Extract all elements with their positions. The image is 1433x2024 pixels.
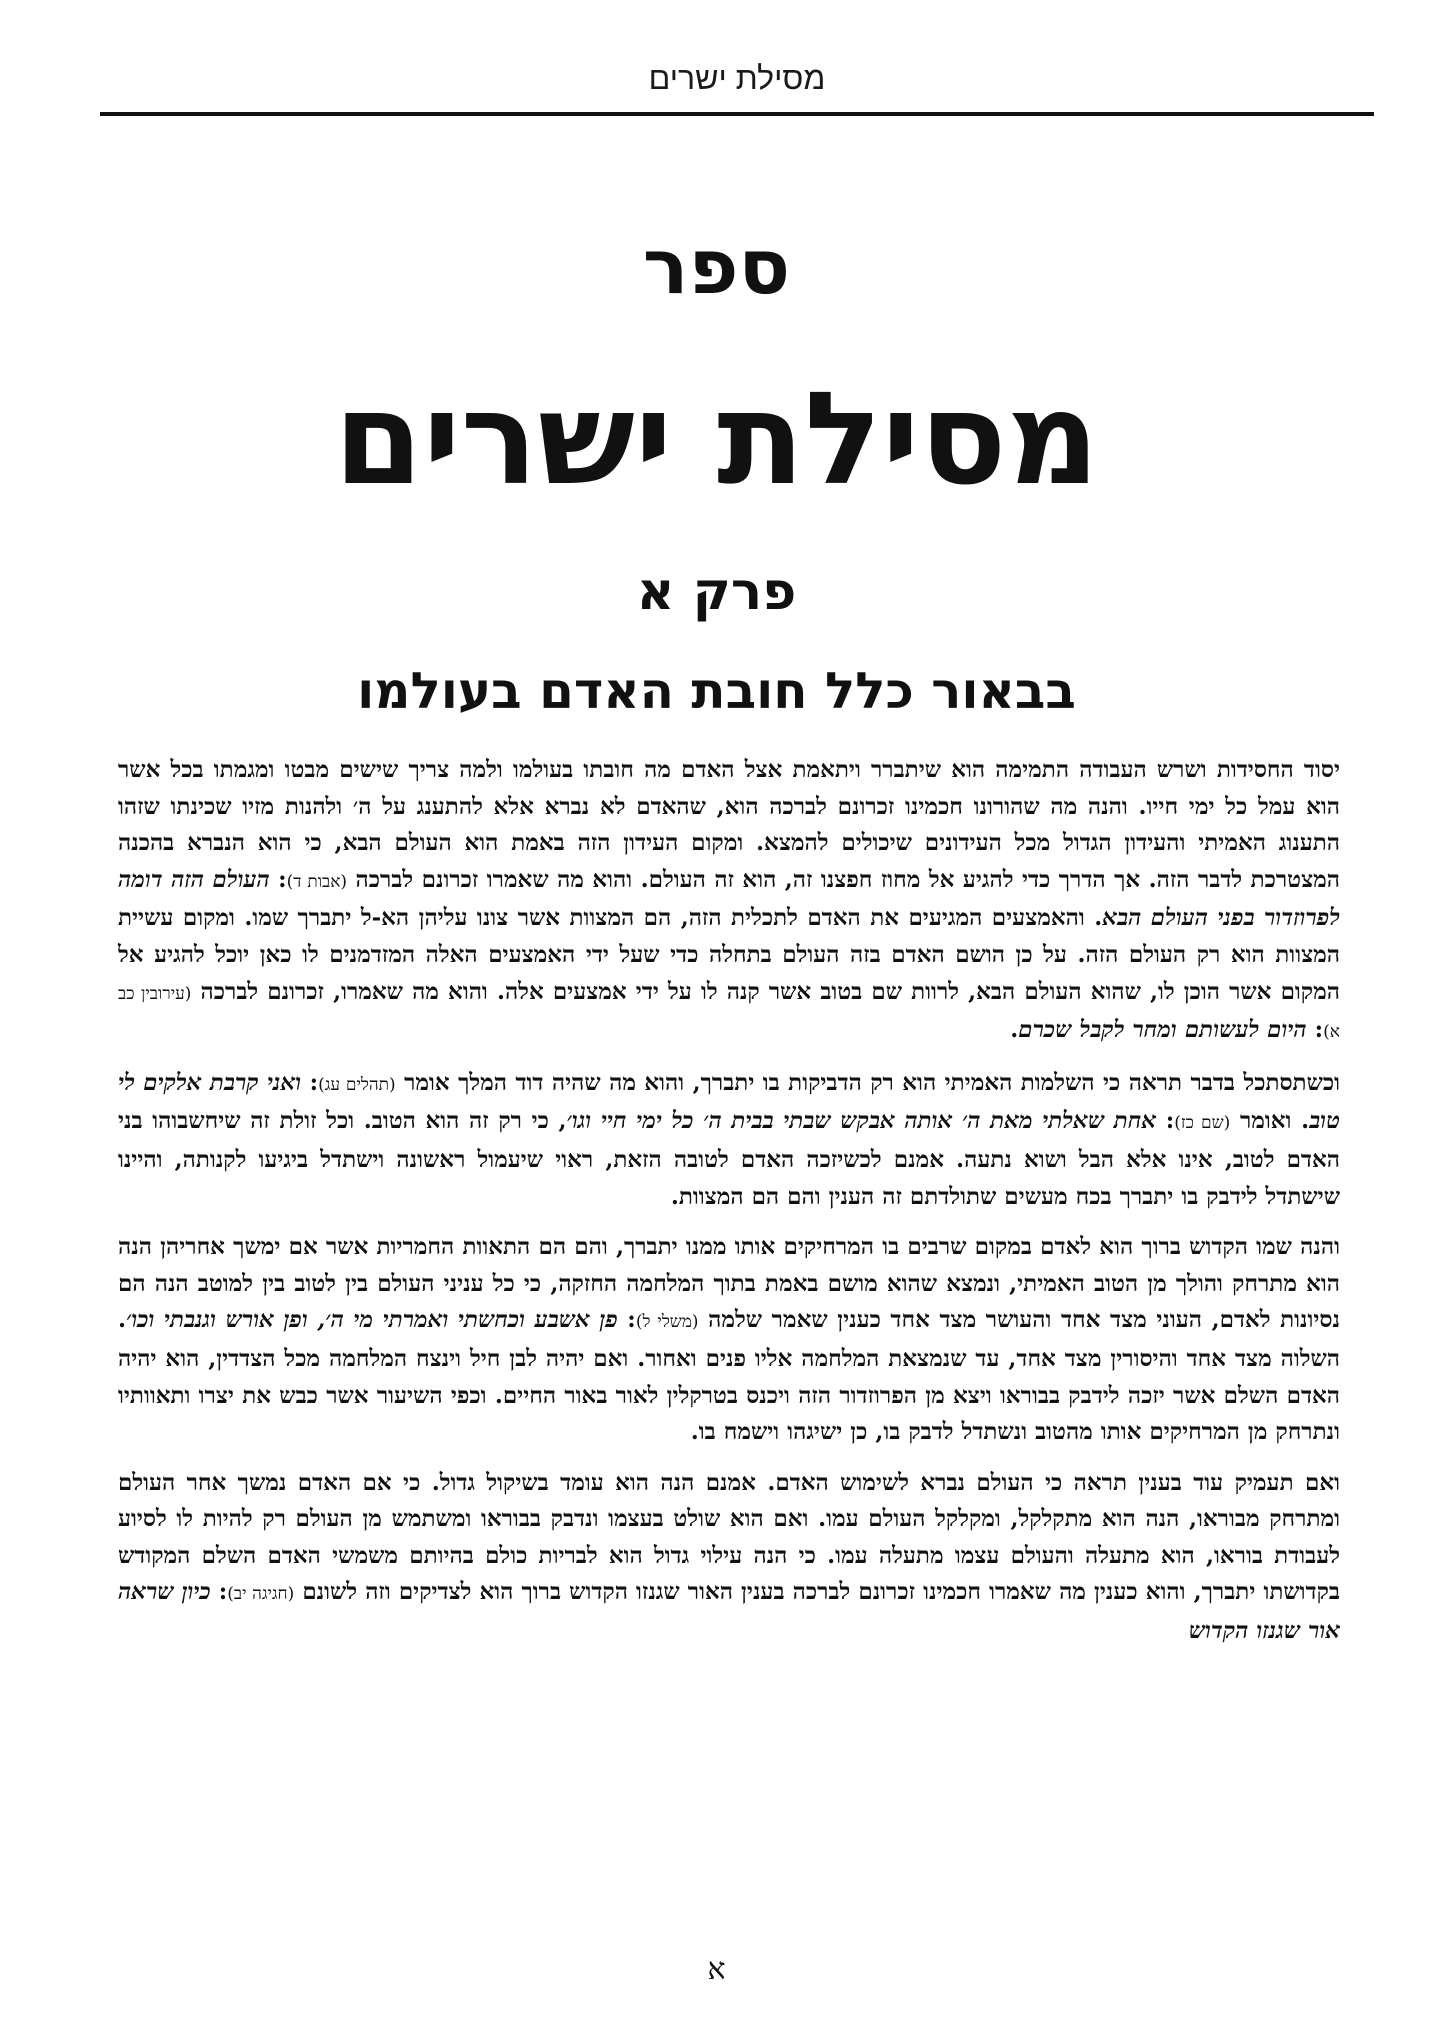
paragraph: [118, 1065, 1340, 1215]
running-header: מסילת ישרים: [648, 60, 826, 96]
source-citation: (עירובין כב א): [118, 983, 1340, 1043]
text-run: יסוד החסידות ושרש העבודה התמימה הוא שיתברר ויתאמת אצל האדם מה חובתו בעולמו ולמה צריך שישים מבטו ומגמתו בכל אשר הוא עמל כל ימי חייו. והנה מה שהורונו חכמינו זכרונם לברכה הוא, שהאדם לא נברא אלא להתענג על ה׳ ולהנות מזיו שכינתו שזהו התענוג האמיתי והעידון הגדול מכל העידונים שיכולים להמצא. ומקום העידון הזה באמת הוא העולם הבא, כי הוא הנברא בהכנה המצטרכת לדבר הזה. אך הדרך כדי להגיע אל מחוז חפצנו זה, הוא זה העולם. והוא מה שאמרו זכרונם לברכה: [118, 756, 1340, 893]
book-title: מסילת ישרים: [333, 365, 1100, 514]
source-citation: (משלי ל): [635, 1312, 699, 1333]
text-run: . והאמצעים המגיעים את האדם לתכלית הזה, הם המצוות אשר צונו עליהן הא-ל יתברך שמו. ומקום עשיית המצוות הוא רק העולם הזה. על כן הושם האדם בזה העולם בתחלה כדי שעל ידי האמצעים האלה המזדמנים לו כאן יוכל להגיע אל המקום אשר הוכן לו, שהוא העולם הבא, לרוות שם בטוב אשר קנה לו על ידי אמצעים אלה. והוא מה שאמרו, זכרונם לברכה: [118, 904, 1340, 1005]
source-citation: (אבות ד): [286, 871, 348, 892]
text-run: :: [1306, 1016, 1324, 1044]
paragraph: [118, 752, 1340, 1051]
text-run: וכשתסתכל בדבר תראה כי השלמות האמיתי הוא רק הדביקות בו יתברך, והוא מה שהיה דוד המלך אומר: [395, 1068, 1340, 1096]
page-number: א: [707, 1952, 726, 1987]
text-run: :: [210, 1578, 228, 1606]
text-run: . ואומר: [1230, 1107, 1310, 1135]
text-run: , כי רק זה הוא הטוב. וכל זולת זה שיחשבוהו בני האדם לטוב, אינו אלא הבל ושוא נתעה. אמנם לכשיזכה האדם לטובה הזאת, ראוי שיעמול ראשונה וישתדל ביגיעו לקנותה, והיינו שישתדל לידבק בו יתברך בכח מעשים שתולדתם זה הענין והם הם המצוות.: [118, 1107, 1340, 1210]
source-citation: (שם כז): [1174, 1113, 1231, 1134]
chapter-title: בבאור כלל חובת האדם בעולמו: [357, 662, 1076, 720]
body-text: [118, 752, 1340, 1664]
text-run: :: [617, 1306, 636, 1334]
quotation: כיון שראה אור שגנזו הקדוש: [118, 1578, 1340, 1645]
quotation: ואני קרבת אלקים לי טוב: [118, 1068, 1340, 1135]
header-divider: [100, 112, 1374, 116]
text-run: ואם תעמיק עוד בענין תראה כי העולם נברא לשימוש האדם. אמנם הנה הוא עומד בשיקול גדול. כי אם האדם נמשך אחר העולם ומתרחק מבוראו, הנה הוא מתקלקל, ומקלקל העולם עמו. ואם הוא שולט בעצמו ונדבק בבוראו ומשתמש מן העולם רק להיות לו לסיוע לעבודת בוראו, הוא מתעלה והעולם עצמו מתעלה עמו. כי הנה עילוי גדול הוא לבריות כולם בהיותם משמשי האדם השלם המקודש בקדושתו יתברך, והוא כענין מה שאמרו חכמינו זכרונם לברכה בענין האור שגנזו הקדוש ברוך הוא לצדיקים וזה לשונם: [118, 1468, 1341, 1606]
quotation: פן אשבע וכחשתי ואמרתי מי ה׳, ופן אורש וגנבתי וכו׳: [126, 1306, 618, 1334]
text-run: :: [269, 865, 287, 893]
source-citation: (חגיגה יב): [227, 1584, 295, 1605]
book-label: ספר: [642, 222, 791, 311]
quotation: אחת שאלתי מאת ה׳ אותה אבקש שבתי בבית ה׳ כל ימי חיי וגו׳: [566, 1107, 1157, 1135]
text-run: . השלוה מצד אחד והיסורין מצד אחד, עד שנמצאת המלחמה אליו פנים ואחור. ואם יהיה לבן חיל וינצח המלחמה מכל הצדדין, הוא יהיה האדם השלם אשר יזכה לידבק בבוראו ויצא מן הפרוזדור הזה ויכנס בטרקלין לאור באור החיים. וכפי השיעור אשר כבש את יצרו ותאוותיו ונתרחק מן המרחיקים אותו מהטוב ונשתדל לדבק בו, כן ישיגהו וישמח בו.: [118, 1306, 1340, 1446]
chapter-heading: פרק א: [636, 562, 797, 622]
source-citation: (תהלים עג): [318, 1074, 396, 1095]
text-run: .: [1010, 1016, 1019, 1044]
paragraph: [118, 1465, 1340, 1650]
paragraph: [118, 1229, 1340, 1451]
text-run: :: [301, 1068, 319, 1096]
quotation: העולם הזה דומה לפרוזדור בפני העולם הבא: [118, 865, 1340, 932]
text-run: והנה שמו הקדוש ברוך הוא לאדם במקום שרבים בו המרחיקים אותו ממנו יתברך, והם הם התאוות החמריות אשר אם ימשך אחריהן הנה הוא מתרחק והולך מן הטוב האמיתי, ונמצא שהוא מושם באמת בתוך המלחמה החזקה, כי כל עניני העולם בין לטוב בין למוטב הנה הם נסיונות לאדם, העוני מצד אחד והעושר מצד אחד כענין שאמר שלמה: [118, 1233, 1340, 1334]
quotation: היום לעשותם ומחר לקבל שכרם: [1018, 1016, 1307, 1044]
text-run: :: [1156, 1107, 1175, 1135]
